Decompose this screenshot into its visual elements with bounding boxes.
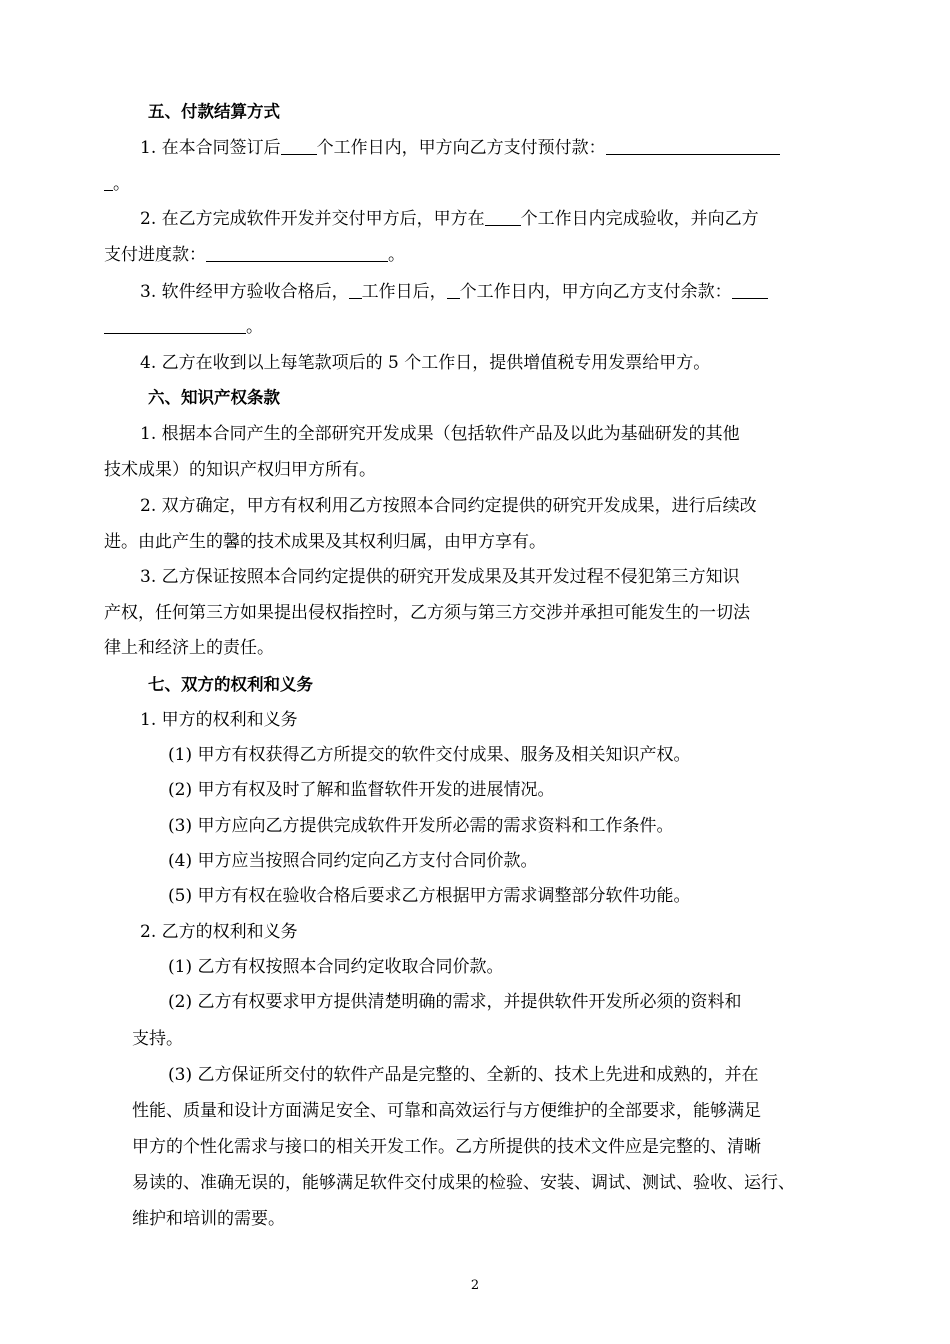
list-item: (2) 甲方有权及时了解和监督软件开发的进展情况。 [168, 780, 555, 800]
paragraph-5-2-cont [104, 243, 405, 267]
text: 工作日后， [361, 282, 447, 302]
text: 个工作日内完成验收，并向乙方 [520, 209, 759, 229]
subsection-7-2-title: 2. 乙方的权利和义务 [140, 922, 298, 942]
blank-field [104, 172, 113, 191]
paragraph-6-1-cont: 技术成果）的知识产权归甲方所有。 [104, 460, 376, 480]
blank-field [104, 315, 246, 334]
paragraph-6-2-cont: 进。由此产生的馨的技术成果及其权利归属，由甲方享有。 [104, 532, 546, 552]
text: 。 [246, 317, 263, 337]
blank-field [281, 136, 317, 155]
text: 。 [388, 245, 405, 265]
text: 。 [113, 174, 130, 194]
paragraph-6-3-cont: 律上和经济上的责任。 [104, 638, 274, 658]
paragraph-5-1-cont [104, 172, 130, 196]
subsection-7-1-title: 1. 甲方的权利和义务 [140, 710, 298, 730]
paragraph-5-2 [140, 207, 759, 231]
list-item: (2) 乙方有权要求甲方提供清楚明确的需求，并提供软件开发所必须的资料和 [168, 992, 742, 1012]
section-5-title: 五、付款结算方式 [148, 102, 280, 121]
list-item: (1) 乙方有权按照本合同约定收取合同价款。 [168, 957, 504, 977]
paragraph-6-3-cont: 产权，任何第三方如果提出侵权指控时，乙方须与第三方交涉并承担可能发生的一切法 [104, 603, 750, 623]
text: 1. 在本合同签订后 [140, 138, 281, 158]
paragraph-5-3-cont [104, 315, 263, 339]
list-item-cont: 易读的、准确无误的，能够满足软件交付成果的检验、安装、调试、测试、验收、运行、 [132, 1173, 795, 1193]
list-item-cont: 维护和培训的需要。 [132, 1209, 285, 1229]
blank-field [606, 136, 780, 155]
text: 个工作日内，甲方向乙方支付余款： [459, 282, 732, 302]
list-item-cont: 甲方的个性化需求与接口的相关开发工作。乙方所提供的技术文件应是完整的、清晰 [132, 1137, 761, 1157]
list-item-cont: 支持。 [132, 1029, 183, 1049]
list-item: (3) 甲方应向乙方提供完成软件开发所必需的需求资料和工作条件。 [168, 816, 674, 836]
page-number: 2 [470, 1278, 480, 1293]
paragraph-5-3 [140, 280, 768, 304]
blank-field [349, 280, 362, 299]
blank-field [485, 207, 521, 226]
blank-field [447, 280, 460, 299]
paragraph-6-2: 2. 双方确定，甲方有权利用乙方按照本合同约定提供的研究开发成果，进行后续改 [140, 496, 757, 516]
paragraph-5-1 [140, 136, 780, 160]
paragraph-5-4: 4. 乙方在收到以上每笔款项后的 5 个工作日，提供增值税专用发票给甲方。 [140, 353, 711, 373]
text: 个工作日内，甲方向乙方支付预付款： [316, 138, 606, 158]
section-7-title: 七、双方的权利和义务 [148, 675, 313, 694]
text: 3. 软件经甲方验收合格后， [140, 282, 349, 302]
list-item: (5) 甲方有权在验收合格后要求乙方根据甲方需求调整部分软件功能。 [168, 886, 691, 906]
list-item-cont: 性能、质量和设计方面满足安全、可靠和高效运行与方便维护的全部要求，能够满足 [132, 1101, 761, 1121]
paragraph-6-3: 3. 乙方保证按照本合同约定提供的研究开发成果及其开发过程不侵犯第三方知识 [140, 567, 740, 587]
text: 支付进度款： [104, 245, 206, 265]
text: 2. 在乙方完成软件开发并交付甲方后，甲方在 [140, 209, 485, 229]
list-item: (4) 甲方应当按照合同约定向乙方支付合同价款。 [168, 851, 538, 871]
list-item: (1) 甲方有权获得乙方所提交的软件交付成果、服务及相关知识产权。 [168, 745, 691, 765]
blank-field [732, 280, 768, 299]
paragraph-6-1: 1. 根据本合同产生的全部研究开发成果（包括软件产品及以此为基础研发的其他 [140, 424, 740, 444]
list-item: (3) 乙方保证所交付的软件产品是完整的、全新的、技术上先进和成熟的，并在 [168, 1065, 759, 1085]
blank-field [206, 243, 388, 262]
section-6-title: 六、知识产权条款 [148, 388, 280, 407]
